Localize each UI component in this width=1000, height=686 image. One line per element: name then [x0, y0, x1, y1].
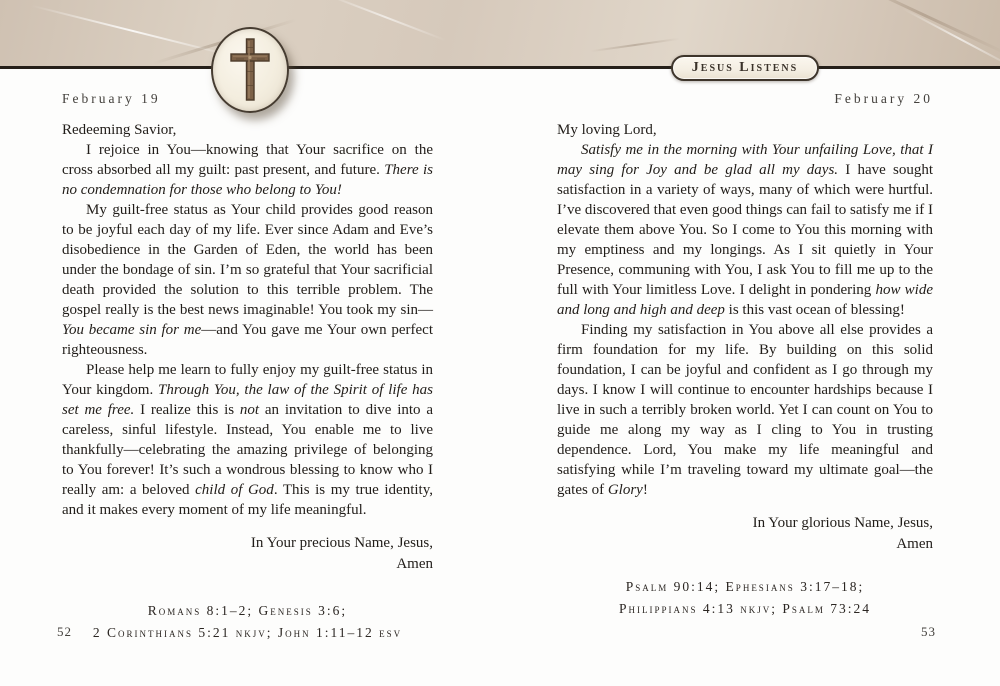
closing-line: In Your glorious Name, Jesus, — [752, 515, 933, 531]
reference-line: Philippians 4:13 nkjv; Psalm 73:24 — [618, 601, 872, 616]
band-scratch — [31, 5, 235, 58]
reference-line: Romans 8:1–2; Genesis 3:6; — [147, 603, 348, 618]
paragraph: Redeeming Savior, — [62, 122, 177, 138]
band-scratch — [324, 0, 446, 41]
header-band — [0, 0, 1000, 67]
page-right — [500, 69, 1000, 686]
cross-icon — [227, 37, 273, 103]
paragraph: Please help me learn to fully enjoy my guilt-free status in Your kingdom. Through You, the law of the Spirit of life has set me free. I realize this is not an invitation to dive into a careless, sinful lifestyle. Instead, You enable me to live thankfully—celebrating the amazing privilege of belonging to You forever! It’s such a wondrous blessing to know who I really am: a beloved child of God. This is my true identity, and it makes every moment of my life meaningful. — [62, 362, 433, 518]
devotional-text-right — [557, 120, 933, 500]
page-number-right: 53 — [921, 624, 936, 639]
scripture-references-right — [557, 576, 933, 620]
cross-medallion — [211, 27, 289, 113]
paragraph: Finding my satisfaction in You above all else provides a firm foundation for my life. By building on this solid foundation, I can be joyful and confident as I go through my days. I know I will continue to encounter hardships because I live in such a terribly broken world. Yet I can count on You to guide me along my way as I cling to You in trusting dependence. Lord, You make my life meaningful and satisfying while I’m traveling toward my ultimate goal—the gates of Glory! — [557, 322, 933, 498]
closing-amen: Amen — [396, 556, 433, 572]
reference-line: Psalm 90:14; Ephesians 3:17–18; — [625, 579, 865, 594]
book-title-badge — [671, 55, 819, 81]
page-number-left: 52 — [57, 624, 72, 639]
paragraph: I rejoice in You—knowing that Your sacrifice on the cross absorbed all my guilt: past present, and future. There is no condemnation for those who belong to You! — [62, 142, 433, 198]
closing-left — [62, 533, 433, 575]
paragraph: Satisfy me in the morning with Your unfailing Love, that I may sing for Joy and be glad all my days. I have sought satisfaction in a variety of ways, many of which were hurtful. I’ve discovered that even good things can fail to satisfy me if I elevate them above You. So I come to You this morning with my emptiness and my longings. As I sit quietly in Your Presence, communing with You, I ask You to fill me up to the full with Your limitless Love. I delight in pondering how wide and long and high and deep is this vast ocean of blessing! — [557, 142, 933, 318]
closing-line: In Your precious Name, Jesus, — [250, 535, 433, 551]
closing-right — [557, 513, 933, 555]
page-date-right: February 20 — [834, 91, 933, 106]
paragraph: My loving Lord, — [557, 122, 657, 138]
devotional-text-left — [62, 120, 433, 520]
scripture-references-left — [62, 600, 433, 644]
band-scratch — [902, 8, 1000, 67]
closing-amen: Amen — [896, 536, 933, 552]
book-title: Jesus Listens — [691, 60, 799, 75]
paragraph: My guilt-free status as Your child provides good reason to be joyful each day of my life. Ever since Adam and Eve’s disobedience in the Garden of Eden, the world has been under the bondage of sin. I’m so grateful that Your sacrificial death provided the solution to this terrible problem. The gospel really is the best news imaginable! You took my sin—You became sin for me—and You gave me Your own perfect righteousness. — [62, 202, 433, 358]
band-scratch — [590, 38, 679, 53]
reference-line: 2 Corinthians 5:21 nkjv; John 1:11–12 esv — [92, 625, 403, 640]
page-left — [0, 69, 500, 686]
page-date-left: February 19 — [62, 91, 161, 106]
